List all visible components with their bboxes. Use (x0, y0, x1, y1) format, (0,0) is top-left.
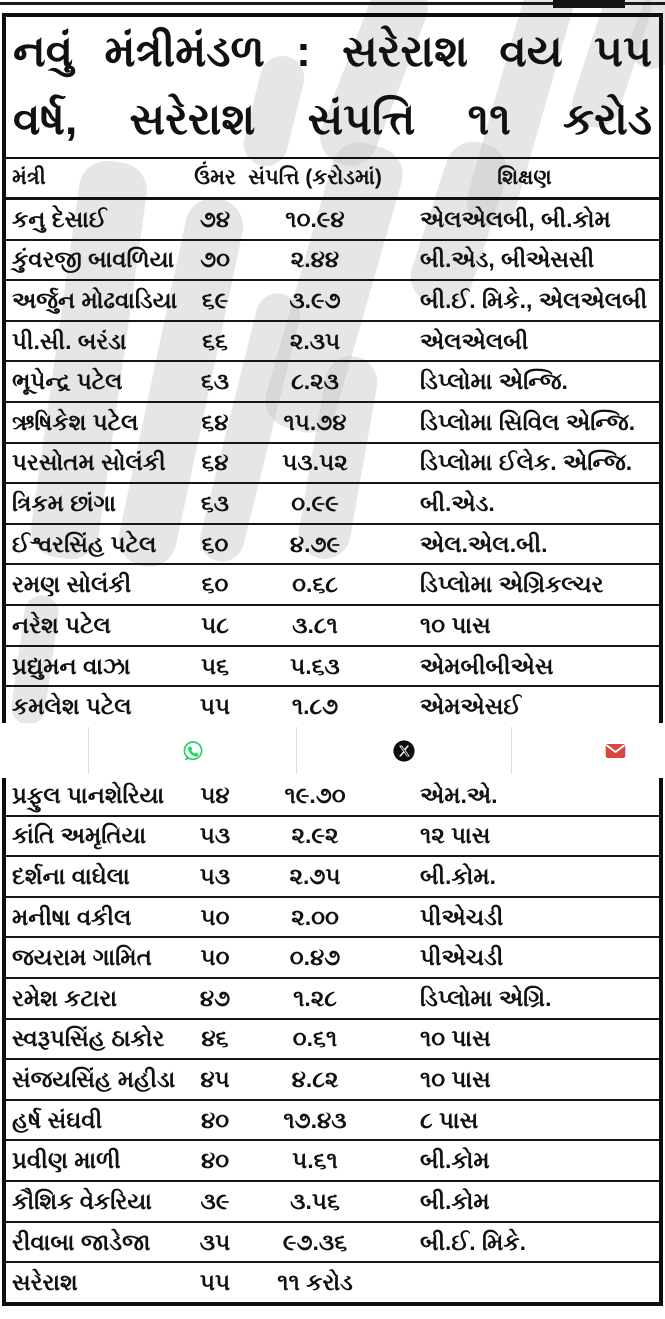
assets-cell: ૩.૮૧ (292, 611, 338, 638)
education-cell: ૧૦ પાસ (420, 1066, 491, 1093)
age-cell: ૫૦ (200, 944, 230, 971)
age-cell: ૭૪ (199, 205, 231, 232)
minister-name-cell: સરેરાશ (12, 1269, 78, 1296)
table-row (6, 938, 659, 979)
share-divider (511, 727, 512, 774)
age-cell: ૫૩ (199, 863, 231, 890)
table-row (6, 1020, 659, 1061)
assets-cell: ૦.૬૧ (292, 1025, 338, 1052)
age-cell: ૬૯ (201, 287, 229, 314)
table-row (6, 525, 659, 566)
table-header-row (6, 159, 659, 200)
minister-name-cell: જયરામ ગામિત (12, 944, 152, 971)
age-cell: ૪૫ (200, 1066, 230, 1093)
minister-name-cell: રમણ સોલંકી (12, 571, 132, 598)
education-cell: બી.ઈ. મિકે., એલએલબી (420, 287, 648, 314)
assets-cell: ૩.૯૭ (289, 287, 341, 314)
education-cell: ૧૦ પાસ (420, 611, 491, 638)
minister-name-cell: ઋષિકેશ પટેલ (12, 408, 139, 435)
assets-cell: ૨.૪૪ (290, 246, 340, 273)
minister-name-cell: પરસોતમ સોલંકી (12, 449, 166, 476)
minister-name-cell: ત્રિકમ છાંગા (12, 490, 117, 517)
minister-name-cell: ઈશ્વરસિંહ પટેલ (12, 530, 157, 557)
age-cell: ૫૩ (199, 822, 231, 849)
age-cell: ૬૦ (201, 530, 229, 557)
age-cell: ૭૦ (200, 246, 230, 273)
minister-name-cell: પ્રવીણ માળી (12, 1147, 121, 1174)
table-row (6, 606, 659, 647)
table-row (6, 281, 659, 322)
email-share-button[interactable] (598, 734, 632, 768)
table-row (6, 362, 659, 403)
age-cell: ૫૫ (199, 1269, 231, 1296)
age-cell: ૬૪ (201, 408, 229, 435)
table-title-line2: વર્ષ, સરેરાશ સંપત્તિ ૧૧ કરોડ (13, 95, 652, 144)
minister-name-cell: રમેશ કટારા (12, 984, 118, 1011)
education-cell: એલએલબી, બી.કોમ (420, 205, 611, 232)
assets-cell: ૦.૯૯ (291, 490, 339, 517)
assets-cell: ૧.૮૭ (291, 693, 339, 720)
minister-name-cell: કુંવરજી બાવળિયા (12, 246, 175, 273)
table-title-line1: નવું મંત્રીમંડળ : સરેરાશ વય ૫૫ (13, 27, 652, 76)
assets-cell: ૧.૨૮ (293, 984, 337, 1011)
share-bar (0, 723, 665, 778)
table-row (6, 687, 659, 726)
table-row (6, 565, 659, 606)
assets-cell: ૪.૭૯ (289, 530, 341, 557)
education-cell: બી.ઈ. મિકે. (420, 1228, 527, 1255)
age-cell: ૫૪ (200, 781, 230, 808)
assets-cell: ૮.૨૩ (291, 368, 339, 395)
assets-cell: ૦.૪૭ (289, 944, 341, 971)
table-row (6, 200, 659, 241)
assets-cell: ૧૦.૯૪ (285, 205, 345, 232)
table-row (6, 484, 659, 525)
education-cell: ડિપ્લોમા ઈલેક. એન્જિ. (420, 449, 633, 476)
education-cell: બી.એડ, બીએસસી (420, 246, 595, 273)
header-minister: મંત્રી (12, 166, 46, 189)
age-cell: ૬૩ (200, 490, 230, 517)
age-cell: ૪૦ (200, 1106, 230, 1133)
age-cell: ૫૮ (201, 611, 229, 638)
header-education: શિક્ષણ (497, 166, 552, 189)
table-row (6, 1263, 659, 1302)
education-cell: ડિપ્લોમા એગ્રિ. (420, 984, 552, 1011)
minister-name-cell: નરેશ પટેલ (12, 611, 111, 638)
age-cell: ૫૦ (200, 903, 230, 930)
education-cell: ડિપ્લોમા એન્જિ. (420, 368, 568, 395)
minister-name-cell: કાંતિ અમૃતિયા (12, 822, 147, 849)
table-rows-top (6, 200, 659, 726)
table-row (6, 1060, 659, 1101)
email-icon (603, 739, 628, 763)
age-cell: ૫૫ (199, 693, 231, 720)
table-row (6, 322, 659, 363)
age-cell: ૬૦ (201, 571, 229, 598)
age-cell: ૪૬ (201, 1025, 229, 1052)
minister-name-cell: પી.સી. બરંડા (12, 327, 127, 354)
age-cell: ૬૪ (201, 449, 229, 476)
education-cell: એલએલબી (420, 327, 529, 354)
table-row (6, 647, 659, 688)
table-row (6, 241, 659, 282)
table-row (6, 1182, 659, 1223)
table-row (6, 403, 659, 444)
assets-cell: ૫.૬૩ (290, 652, 340, 679)
education-cell: ૧૦ પાસ (420, 1025, 491, 1052)
assets-cell: ૨.૦૦ (291, 903, 339, 930)
age-cell: ૬૬ (202, 327, 228, 354)
minister-name-cell: હર્ષ સંઘવી (12, 1106, 103, 1133)
age-cell: ૫૬ (201, 652, 229, 679)
minister-name-cell: મનીષા વકીલ (12, 903, 132, 930)
age-cell: ૬૩ (200, 368, 230, 395)
table-row (6, 857, 659, 898)
top-content-remnant (553, 0, 625, 8)
table-row (6, 444, 659, 485)
share-divider (88, 727, 89, 774)
table-rows-bottom (6, 776, 659, 1302)
age-cell: ૩૯ (200, 1187, 230, 1214)
assets-cell: ૨.૭૫ (289, 863, 341, 890)
assets-cell: ૧૭.૪૩ (283, 1106, 347, 1133)
age-cell: ૪૭ (199, 984, 231, 1011)
education-cell: બી.એડ. (420, 490, 495, 517)
education-cell: પીએચડી (420, 944, 504, 971)
assets-cell: ૦.૬૮ (292, 571, 338, 598)
table-title (6, 17, 659, 159)
assets-cell: ૨.૯૨ (291, 822, 339, 849)
education-cell: એલ.એલ.બી. (420, 530, 548, 557)
share-divider (296, 727, 297, 774)
education-cell: બી.કોમ (420, 1187, 490, 1214)
minister-name-cell: કમલેશ પટેલ (12, 693, 132, 720)
table-row (6, 1101, 659, 1142)
assets-cell: ૩.૫૬ (290, 1187, 340, 1214)
assets-cell: ૪.૮૨ (291, 1066, 339, 1093)
minister-name-cell: સ્વરૂપસિંહ ઠાકોર (12, 1025, 165, 1052)
assets-cell: ૧૯.૭૦ (284, 781, 346, 808)
minister-name-cell: પ્રદ્યુમન વાઝા (12, 652, 131, 679)
education-cell: એમ.એ. (420, 781, 498, 808)
education-cell: એમએસઈ (420, 693, 522, 720)
education-cell: ડિપ્લોમા સિવિલ એન્જિ. (420, 408, 636, 435)
minister-name-cell: સંજયસિંહ મહીડા (12, 1066, 176, 1093)
age-cell: ૩૫ (199, 1228, 231, 1255)
whatsapp-share-button[interactable] (176, 734, 210, 768)
assets-cell: ૫૩.૫૨ (282, 449, 348, 476)
ministers-table (2, 13, 663, 1306)
minister-name-cell: રીવાબા જાડેજા (12, 1228, 151, 1255)
table-row (6, 776, 659, 817)
education-cell: એમબીબીએસ (420, 652, 554, 679)
assets-cell: ૯૭.૩૬ (282, 1228, 348, 1255)
education-cell: બી.કોમ (420, 1147, 490, 1174)
education-cell: ૧૨ પાસ (420, 822, 491, 849)
header-age: ઉંમર (194, 166, 236, 189)
minister-name-cell: કનુ દેસાઈ (12, 205, 107, 232)
assets-cell: ૧૫.૭૪ (283, 408, 347, 435)
minister-name-cell: કૌશિક વેકરિયા (12, 1187, 152, 1214)
minister-name-cell: પ્રફુલ પાનશેરિયા (12, 781, 165, 808)
header-assets: સંપત્તિ (કરોડમાં) (248, 166, 382, 189)
table-row (6, 1141, 659, 1182)
age-cell: ૪૦ (200, 1147, 230, 1174)
minister-name-cell: ભૂપેન્દ્ર પટેલ (12, 368, 123, 395)
table-row (6, 817, 659, 858)
minister-name-cell: દર્શના વાઘેલા (12, 863, 130, 890)
education-cell: ૮ પાસ (420, 1106, 479, 1133)
table-row (6, 898, 659, 939)
education-cell: પીએચડી (420, 903, 504, 930)
assets-cell: ૧૧ કરોડ (277, 1269, 353, 1296)
x-twitter-icon (392, 739, 416, 763)
education-cell: ડિપ્લોમા એગ્રિકલ્ચર (420, 571, 604, 598)
assets-cell: ૨.૩૫ (289, 327, 341, 354)
education-cell: બી.કોમ. (420, 863, 497, 890)
table-row (6, 1223, 659, 1264)
table-row (6, 979, 659, 1020)
x-share-button[interactable] (387, 734, 421, 768)
assets-cell: ૫.૬૧ (292, 1147, 338, 1174)
minister-name-cell: અર્જુન મોઢવાડિયા (12, 287, 178, 314)
whatsapp-icon (181, 739, 205, 763)
